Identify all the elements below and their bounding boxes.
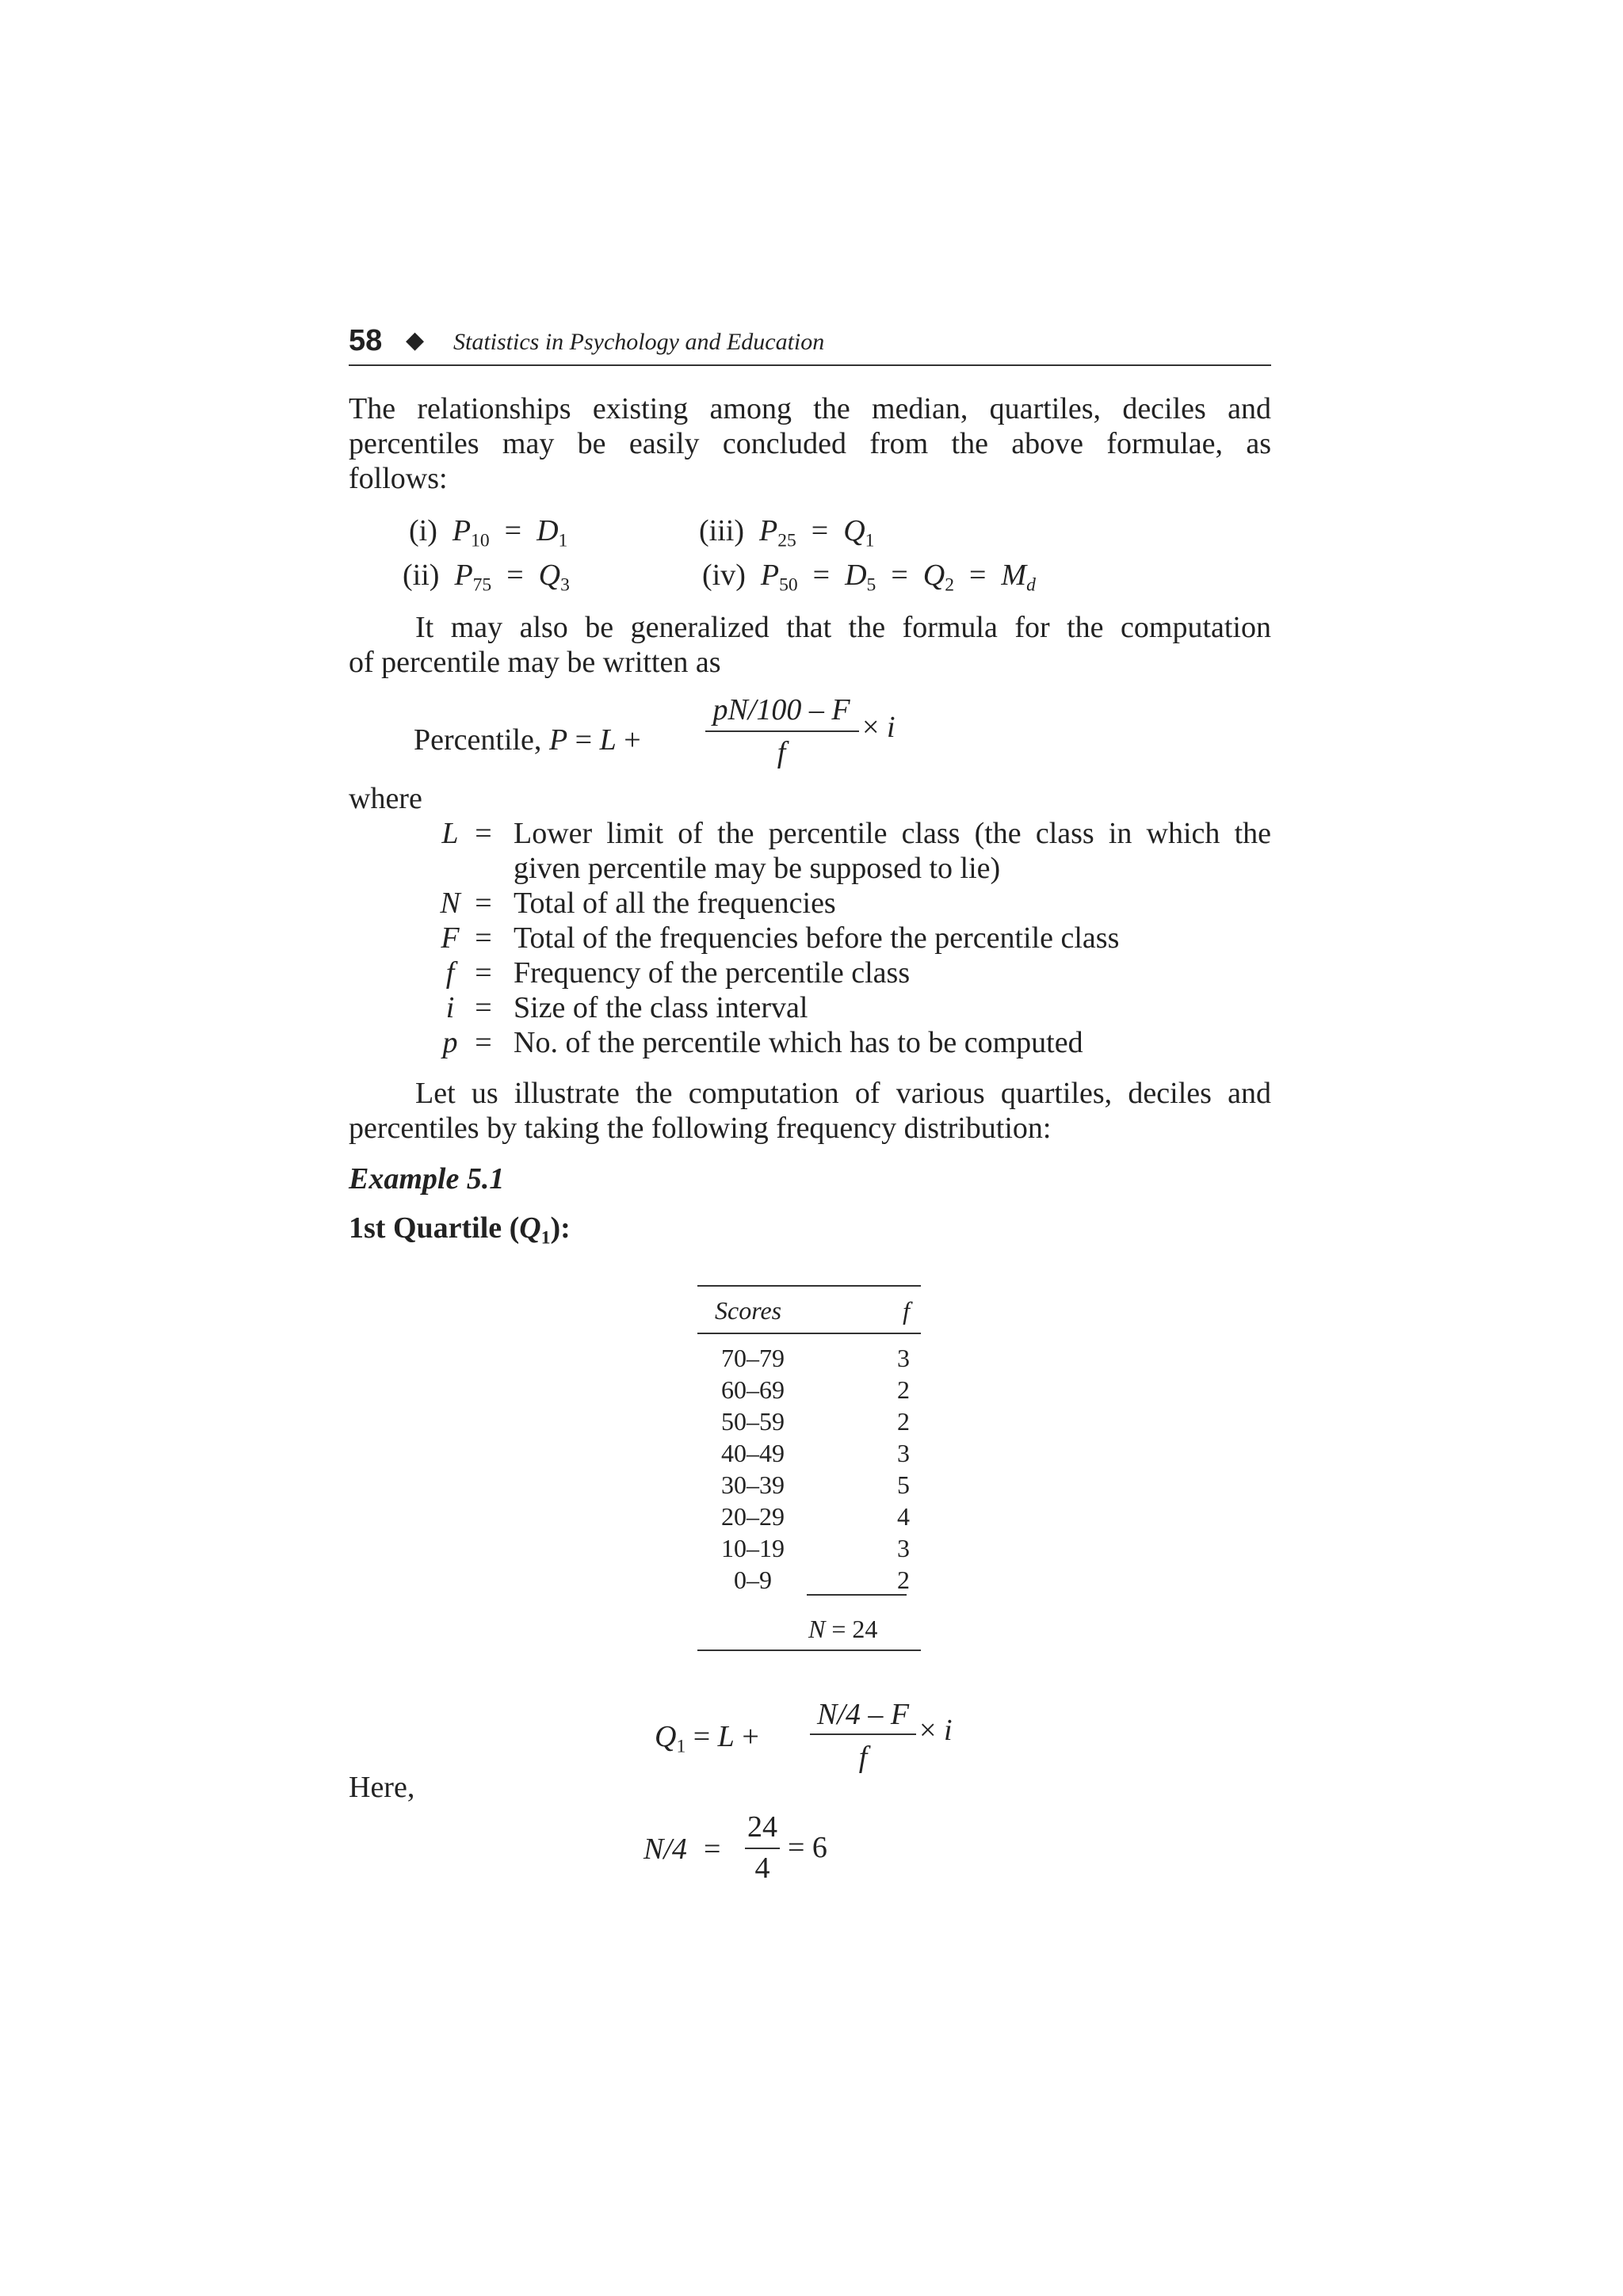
table-cell-score: 40–49 [721, 1439, 785, 1467]
n4-numerator: 24 [747, 1810, 777, 1844]
table-cell-score: 50–59 [721, 1407, 785, 1436]
table-header-rule [697, 1333, 921, 1334]
table-cell-score: 60–69 [721, 1375, 785, 1404]
diamond-bullet-icon: ◆ [406, 326, 425, 354]
n4-lhs: N/4 [643, 1833, 687, 1866]
q1-denominator: f [858, 1741, 868, 1774]
table-cell-score: 10–19 [721, 1534, 785, 1562]
table-header-f: f [903, 1296, 910, 1325]
here-label: Here, [349, 1771, 415, 1804]
example-label: Example 5.1 [349, 1162, 505, 1196]
q1-times-i: × i [919, 1714, 953, 1747]
table-cell-frequency: 3 [897, 1534, 910, 1562]
table-cell-score: 20–29 [721, 1502, 785, 1531]
where-label: where [349, 782, 422, 815]
general-line-1: It may also be generalized that the formula for the computation [415, 611, 1271, 644]
table-cell-frequency: 2 [897, 1566, 910, 1594]
n4-result: = 6 [788, 1831, 827, 1864]
percentile-fraction-bar [705, 730, 859, 732]
n4-denominator: 4 [754, 1852, 770, 1885]
percentile-denominator: f [777, 736, 786, 769]
illustrate-line-2: percentiles by taking the following frequency distribution: [349, 1112, 1052, 1145]
table-bottom-rule [697, 1650, 921, 1651]
table-total: N = 24 [808, 1615, 878, 1643]
table-cell-frequency: 3 [897, 1439, 910, 1467]
intro-line-2: percentiles may be easily concluded from the above formulae, as [349, 427, 1271, 460]
header-rule [349, 364, 1271, 366]
relation-num: (ii) [403, 559, 440, 592]
table-cell-frequency: 2 [897, 1375, 910, 1404]
running-header-title: Statistics in Psychology and Education [453, 329, 825, 355]
relation-iii: (iii) $P_{25} = Q_1$ [699, 514, 875, 551]
relation-i: (i) $P_{10} = D_1$ [409, 514, 568, 551]
percentile-numerator: pN/100 – F [712, 693, 850, 727]
table-cell-frequency: 4 [897, 1502, 910, 1531]
relation-num: (iv) [702, 559, 746, 592]
general-line-2: of percentile may be written as [349, 646, 721, 679]
illustrate-line-1: Let us illustrate the computation of various quartiles, deciles and [415, 1077, 1271, 1110]
table-cell-score: 30–39 [721, 1470, 785, 1499]
intro-line-1: The relationships existing among the median, quartiles, deciles and [349, 392, 1271, 425]
table-cell-score: 0–9 [734, 1566, 772, 1594]
q1-fraction-bar [810, 1733, 916, 1735]
q1-numerator: N/4 – F [816, 1698, 910, 1731]
relation-ii: (ii) $P_{75} = Q_3$ [403, 559, 570, 596]
relation-iv: (iv) $P_{50} = D_5 = Q_2 = M_d$ [702, 559, 1036, 596]
table-cell-frequency: 2 [897, 1407, 910, 1436]
table-header-scores: Scores [715, 1296, 782, 1325]
table-cell-frequency: 5 [897, 1470, 910, 1499]
percentile-times-i: × i [862, 711, 896, 744]
quartile-heading: 1st Quartile $(Q_1)$: [349, 1211, 571, 1249]
table-top-rule [697, 1285, 921, 1287]
page-number: 58 [349, 324, 383, 357]
q1-formula-lhs: $Q_1 = L$ + [655, 1720, 759, 1757]
n4-eq: = [704, 1833, 721, 1866]
n4-fraction-bar [745, 1848, 780, 1849]
relation-num: (i) [409, 514, 437, 547]
table-sum-rule [807, 1594, 907, 1596]
table-cell-frequency: 3 [897, 1344, 910, 1372]
table-cell-score: 70–79 [721, 1344, 785, 1372]
percentile-formula-lhs: Percentile, P = L + [414, 723, 641, 757]
intro-line-3: follows: [349, 462, 448, 495]
relation-num: (iii) [699, 514, 744, 547]
